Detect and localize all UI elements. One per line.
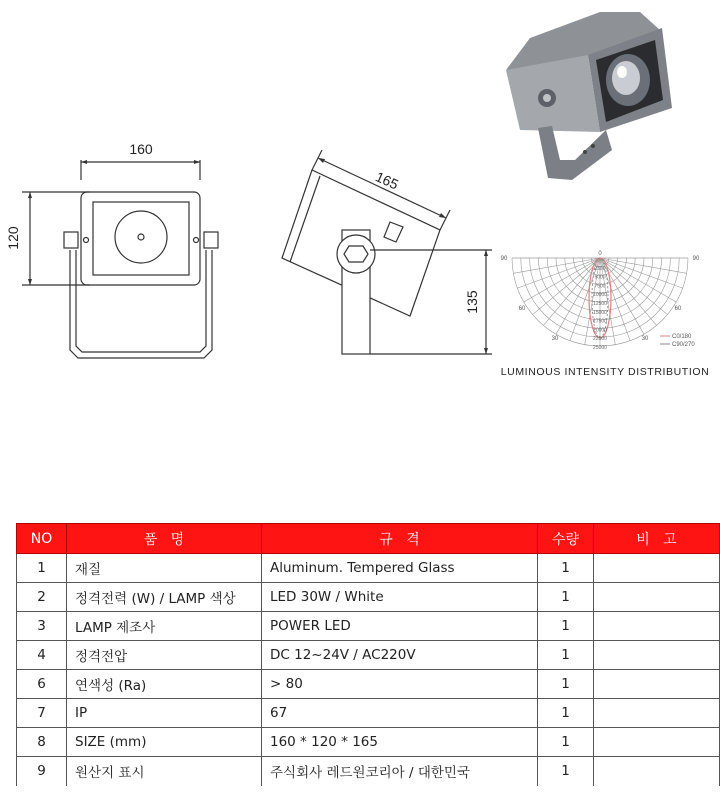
angle-label: 90 bbox=[692, 256, 700, 262]
table-row bbox=[17, 757, 720, 786]
cell-name: SIZE (mm) bbox=[67, 728, 262, 757]
angle-label: 90 bbox=[500, 256, 508, 262]
cell-qty: 1 bbox=[538, 670, 594, 699]
cell-note bbox=[594, 728, 720, 757]
front-view bbox=[22, 160, 218, 358]
cell-qty: 1 bbox=[538, 728, 594, 757]
cell-qty: 1 bbox=[538, 757, 594, 786]
cell-name: 원산지 표시 bbox=[67, 757, 262, 786]
legend-label: C90/270 bbox=[672, 342, 695, 348]
polar-diagram bbox=[501, 251, 700, 351]
cell-qty: 1 bbox=[538, 699, 594, 728]
cell-name: IP bbox=[67, 699, 262, 728]
ring-label: 22500 bbox=[593, 336, 607, 343]
angle-label: 60 bbox=[674, 306, 682, 312]
header-qty: 수량 bbox=[538, 524, 594, 554]
cell-no: 9 bbox=[17, 757, 67, 786]
product-photo bbox=[506, 12, 672, 180]
ring-label: 10000 bbox=[593, 292, 607, 299]
legend-label: C0/180 bbox=[672, 334, 692, 340]
cell-note bbox=[594, 757, 720, 786]
cell-spec: 주식회사 레드원코리아 / 대한민국 bbox=[262, 757, 538, 786]
angle-label: 0 bbox=[598, 251, 602, 257]
side-length-label: 165 bbox=[373, 168, 401, 193]
cell-no: 8 bbox=[17, 728, 67, 757]
cell-spec: POWER LED bbox=[262, 612, 538, 641]
cell-no: 7 bbox=[17, 699, 67, 728]
angle-label: 30 bbox=[641, 336, 649, 342]
ring-label: 7500 bbox=[594, 283, 606, 290]
cell-spec: DC 12~24V / AC220V bbox=[262, 641, 538, 670]
table-row bbox=[17, 583, 720, 612]
ring-label: 2500 bbox=[594, 265, 606, 272]
cell-name: 정격전력 (W) / LAMP 색상 bbox=[67, 583, 262, 612]
cell-no: 3 bbox=[17, 612, 67, 641]
cell-no: 6 bbox=[17, 670, 67, 699]
header-note: 비 고 bbox=[594, 524, 720, 554]
ring-label: 15000 bbox=[593, 309, 607, 316]
cell-spec: Aluminum. Tempered Glass bbox=[262, 554, 538, 583]
angle-label: 60 bbox=[518, 306, 526, 312]
cell-note bbox=[594, 670, 720, 699]
header-no: NO bbox=[17, 524, 67, 554]
ring-label: 20000 bbox=[593, 327, 607, 334]
ring-label: 17500 bbox=[593, 318, 607, 325]
ring-label: 12500 bbox=[593, 301, 607, 307]
cell-note bbox=[594, 554, 720, 583]
cell-note bbox=[594, 583, 720, 612]
cell-spec: > 80 bbox=[262, 670, 538, 699]
ring-label: 5000 bbox=[594, 274, 606, 281]
spec-table bbox=[16, 523, 720, 786]
cell-qty: 1 bbox=[538, 554, 594, 583]
header-name: 품 명 bbox=[67, 524, 262, 554]
table-row bbox=[17, 728, 720, 757]
front-height-label: 120 bbox=[5, 226, 21, 250]
cell-no: 4 bbox=[17, 641, 67, 670]
angle-label: 30 bbox=[551, 336, 559, 342]
table-row bbox=[17, 554, 720, 583]
header-spec: 규 격 bbox=[262, 524, 538, 554]
table-row bbox=[17, 612, 720, 641]
cell-note bbox=[594, 612, 720, 641]
cell-no: 2 bbox=[17, 583, 67, 612]
ring-label: 25000 bbox=[593, 345, 607, 351]
table-row bbox=[17, 641, 720, 670]
cell-name: 정격전압 bbox=[67, 641, 262, 670]
cell-spec: 160 * 120 * 165 bbox=[262, 728, 538, 757]
cell-name: LAMP 제조사 bbox=[67, 612, 262, 641]
diagram-caption: LUMINOUS INTENSITY DISTRIBUTION bbox=[500, 366, 710, 378]
cell-spec: LED 30W / White bbox=[262, 583, 538, 612]
table-header-row bbox=[17, 524, 720, 554]
cell-qty: 1 bbox=[538, 583, 594, 612]
cell-no: 1 bbox=[17, 554, 67, 583]
table-row bbox=[17, 670, 720, 699]
cell-note bbox=[594, 641, 720, 670]
cell-spec: 67 bbox=[262, 699, 538, 728]
cell-note bbox=[594, 699, 720, 728]
cell-qty: 1 bbox=[538, 641, 594, 670]
cell-name: 재질 bbox=[67, 554, 262, 583]
cell-name: 연색성 (Ra) bbox=[67, 670, 262, 699]
cell-qty: 1 bbox=[538, 612, 594, 641]
side-height-label: 135 bbox=[464, 290, 480, 314]
table-row bbox=[17, 699, 720, 728]
front-width-label: 160 bbox=[129, 141, 153, 157]
